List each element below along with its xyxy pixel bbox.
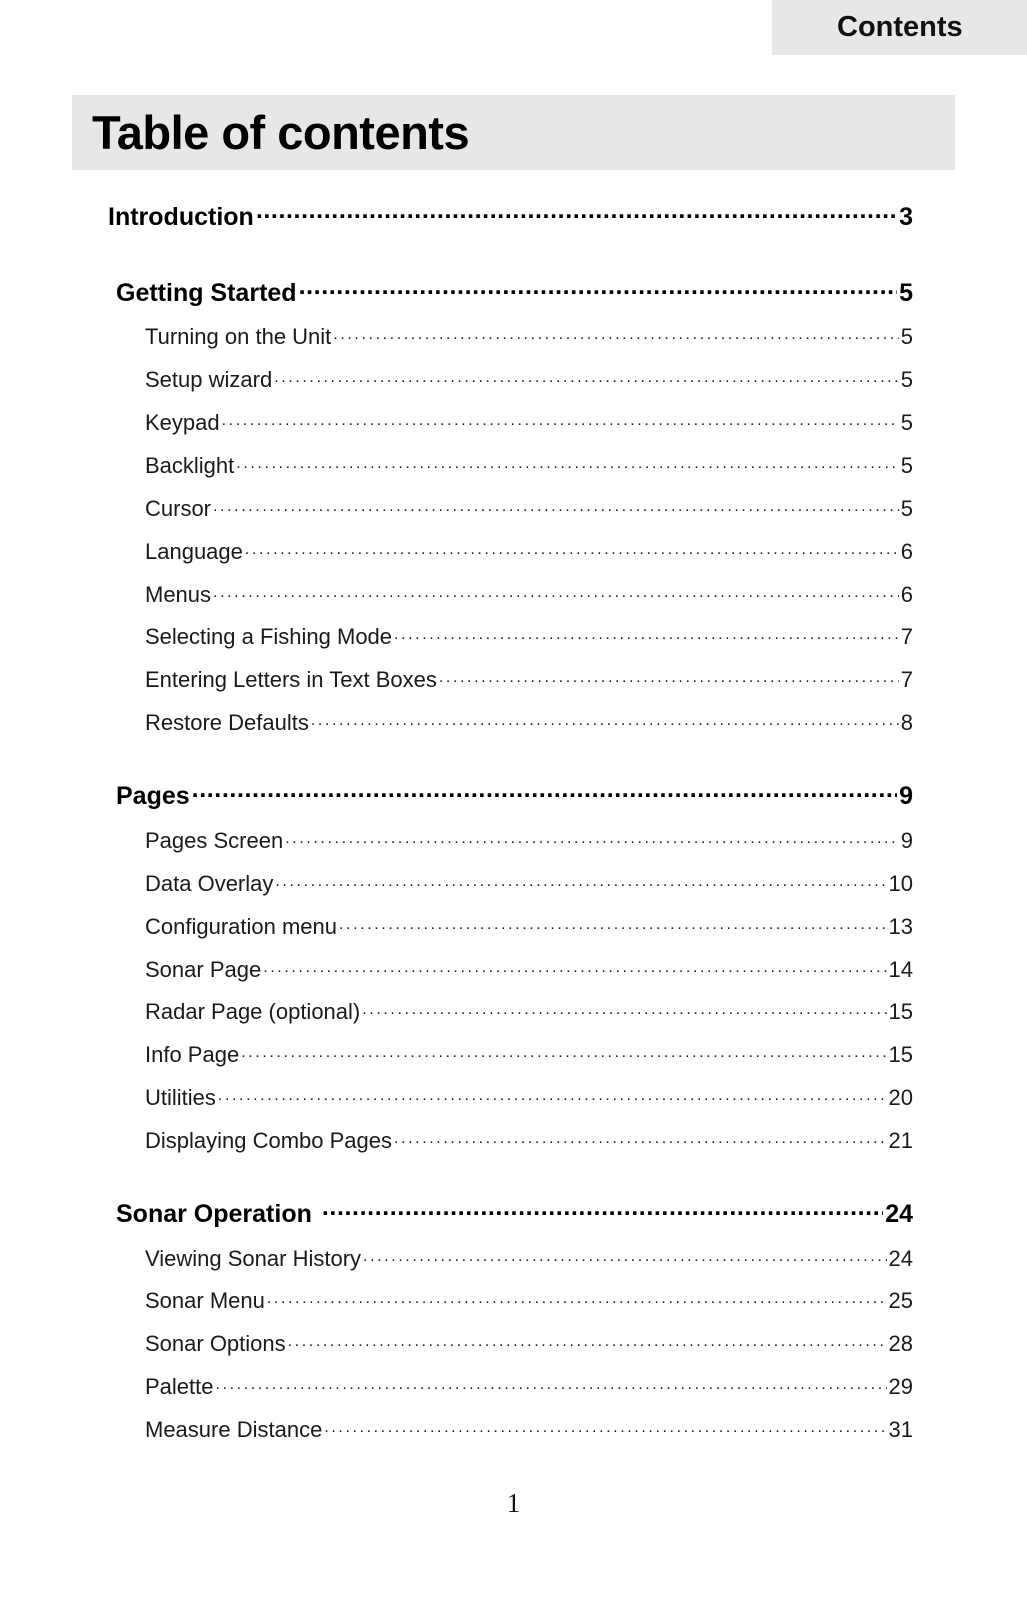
toc-entry-page: 21 xyxy=(888,1128,913,1153)
dot-leader xyxy=(245,537,899,559)
dot-leader xyxy=(394,622,899,644)
section-tab-label: Contents xyxy=(837,11,963,43)
toc-entry-title: Sonar Options xyxy=(145,1331,286,1356)
toc-entry-page: 7 xyxy=(900,667,913,692)
toc-entry-title: Setup wizard xyxy=(145,367,273,392)
toc-entry-title: Entering Letters in Text Boxes xyxy=(145,667,437,692)
dot-leader xyxy=(213,580,899,602)
toc-entry-page: 7 xyxy=(900,624,913,649)
toc-entry-page: 5 xyxy=(900,410,913,435)
toc-section[interactable] xyxy=(145,1372,913,1400)
title-band xyxy=(72,95,955,170)
toc-section[interactable] xyxy=(145,494,913,522)
dot-leader xyxy=(192,779,897,804)
page-title: Table of contents xyxy=(92,106,470,159)
toc-entry-title: Viewing Sonar History xyxy=(145,1246,362,1271)
toc-entry-page: 28 xyxy=(888,1331,913,1356)
toc-chapter-sonar-operation[interactable] xyxy=(116,1197,913,1229)
toc-entry-title: Sonar Page xyxy=(145,957,262,982)
toc-section[interactable] xyxy=(145,869,913,897)
toc-section[interactable] xyxy=(145,1329,913,1357)
toc-entry-title: Backlight xyxy=(145,453,235,478)
dot-leader xyxy=(362,997,886,1019)
toc-entry-title: Configuration menu xyxy=(145,914,338,939)
dot-leader xyxy=(439,665,899,687)
toc-section[interactable] xyxy=(145,997,913,1025)
dot-leader xyxy=(263,955,886,977)
toc-entry-page: 5 xyxy=(900,324,913,349)
toc-section[interactable] xyxy=(145,1126,913,1154)
page-number: 1 xyxy=(506,1488,521,1518)
toc-entry-page: 20 xyxy=(888,1085,913,1110)
toc-entry-page: 9 xyxy=(899,782,913,810)
dot-leader xyxy=(213,494,899,516)
toc-entry-title: Measure Distance xyxy=(145,1417,323,1442)
toc-entry-title: Getting Started xyxy=(116,279,297,307)
dot-leader xyxy=(241,1040,886,1062)
toc-chapter-getting-started[interactable] xyxy=(116,276,913,308)
toc-entry-title: Pages xyxy=(116,782,190,810)
toc-entry-page: 14 xyxy=(888,957,913,982)
toc-entry-title: Pages Screen xyxy=(145,828,284,853)
toc-entry-title: Selecting a Fishing Mode xyxy=(145,624,393,649)
dot-leader xyxy=(256,200,897,225)
toc-entry-page: 5 xyxy=(900,367,913,392)
toc-entry-title: Language xyxy=(145,539,243,564)
toc-entry-title: Sonar Menu xyxy=(145,1288,265,1313)
toc-entry-title: Sonar Operation xyxy=(116,1200,312,1228)
toc-entry-page: 24 xyxy=(885,1200,913,1228)
dot-leader xyxy=(333,322,898,344)
toc-section[interactable] xyxy=(145,1244,913,1272)
toc-entry-title: Palette xyxy=(145,1374,214,1399)
toc-section[interactable] xyxy=(145,665,913,693)
toc-section[interactable] xyxy=(145,1415,913,1443)
toc-section[interactable] xyxy=(145,826,913,854)
dot-leader xyxy=(267,1286,887,1308)
dot-leader xyxy=(275,869,886,891)
toc-section[interactable] xyxy=(145,1040,913,1068)
toc-entry-page: 25 xyxy=(888,1288,913,1313)
dot-leader xyxy=(311,708,899,730)
dot-leader xyxy=(285,826,899,848)
toc-entry-page: 10 xyxy=(888,871,913,896)
dot-leader xyxy=(222,408,899,430)
toc-section[interactable] xyxy=(145,537,913,565)
toc-section[interactable] xyxy=(145,912,913,940)
toc-entry-title: Data Overlay xyxy=(145,871,274,896)
toc-entry-title: Restore Defaults xyxy=(145,710,309,735)
toc-entry-page: 9 xyxy=(900,828,913,853)
dot-leader xyxy=(274,365,899,387)
dot-leader xyxy=(216,1372,887,1394)
toc-entry-page: 3 xyxy=(899,203,913,231)
toc-section[interactable] xyxy=(145,408,913,436)
toc-section[interactable] xyxy=(145,580,913,608)
toc-entry-page: 15 xyxy=(888,1042,913,1067)
toc-section[interactable] xyxy=(145,1286,913,1314)
toc-entry-title: Menus xyxy=(145,582,212,607)
toc-section[interactable] xyxy=(145,322,913,350)
dot-leader xyxy=(339,912,887,934)
toc-section[interactable] xyxy=(145,708,913,736)
toc-chapter-introduction[interactable] xyxy=(108,200,913,232)
toc-chapter-pages[interactable] xyxy=(116,779,913,811)
toc-section[interactable] xyxy=(145,955,913,983)
toc-entry-title: Utilities xyxy=(145,1085,216,1110)
toc-entry-page: 31 xyxy=(888,1417,913,1442)
toc-entry-page: 6 xyxy=(900,582,913,607)
toc-section[interactable] xyxy=(145,365,913,393)
toc-entry-title: Radar Page (optional) xyxy=(145,999,361,1024)
toc-entry-title: Cursor xyxy=(145,496,212,521)
toc-entry-page: 13 xyxy=(888,914,913,939)
toc-entry-title: Info Page xyxy=(145,1042,240,1067)
toc-entry-title: Turning on the Unit xyxy=(145,324,332,349)
toc-entry-title: Displaying Combo Pages xyxy=(145,1128,393,1153)
dot-leader xyxy=(299,276,898,301)
toc-section[interactable] xyxy=(145,1083,913,1111)
toc-entry-page: 5 xyxy=(900,453,913,478)
toc-entry-title: Keypad xyxy=(145,410,220,435)
toc-section[interactable] xyxy=(145,622,913,650)
dot-leader xyxy=(236,451,898,473)
toc-entry-page: 6 xyxy=(900,539,913,564)
dot-leader xyxy=(363,1244,886,1266)
toc-entry-title: Introduction xyxy=(108,203,254,231)
toc-entry-page: 8 xyxy=(900,710,913,735)
dot-leader xyxy=(324,1415,886,1437)
toc-entry-page: 15 xyxy=(888,999,913,1024)
toc-section[interactable] xyxy=(145,451,913,479)
toc-entry-page: 29 xyxy=(888,1374,913,1399)
toc-entry-page: 5 xyxy=(899,279,913,307)
dot-leader xyxy=(322,1197,883,1222)
dot-leader xyxy=(394,1126,886,1148)
toc-entry-page: 24 xyxy=(888,1246,913,1271)
section-tab xyxy=(772,0,1027,55)
toc-entry-page: 5 xyxy=(900,496,913,521)
dot-leader xyxy=(218,1083,887,1105)
dot-leader xyxy=(288,1329,887,1351)
